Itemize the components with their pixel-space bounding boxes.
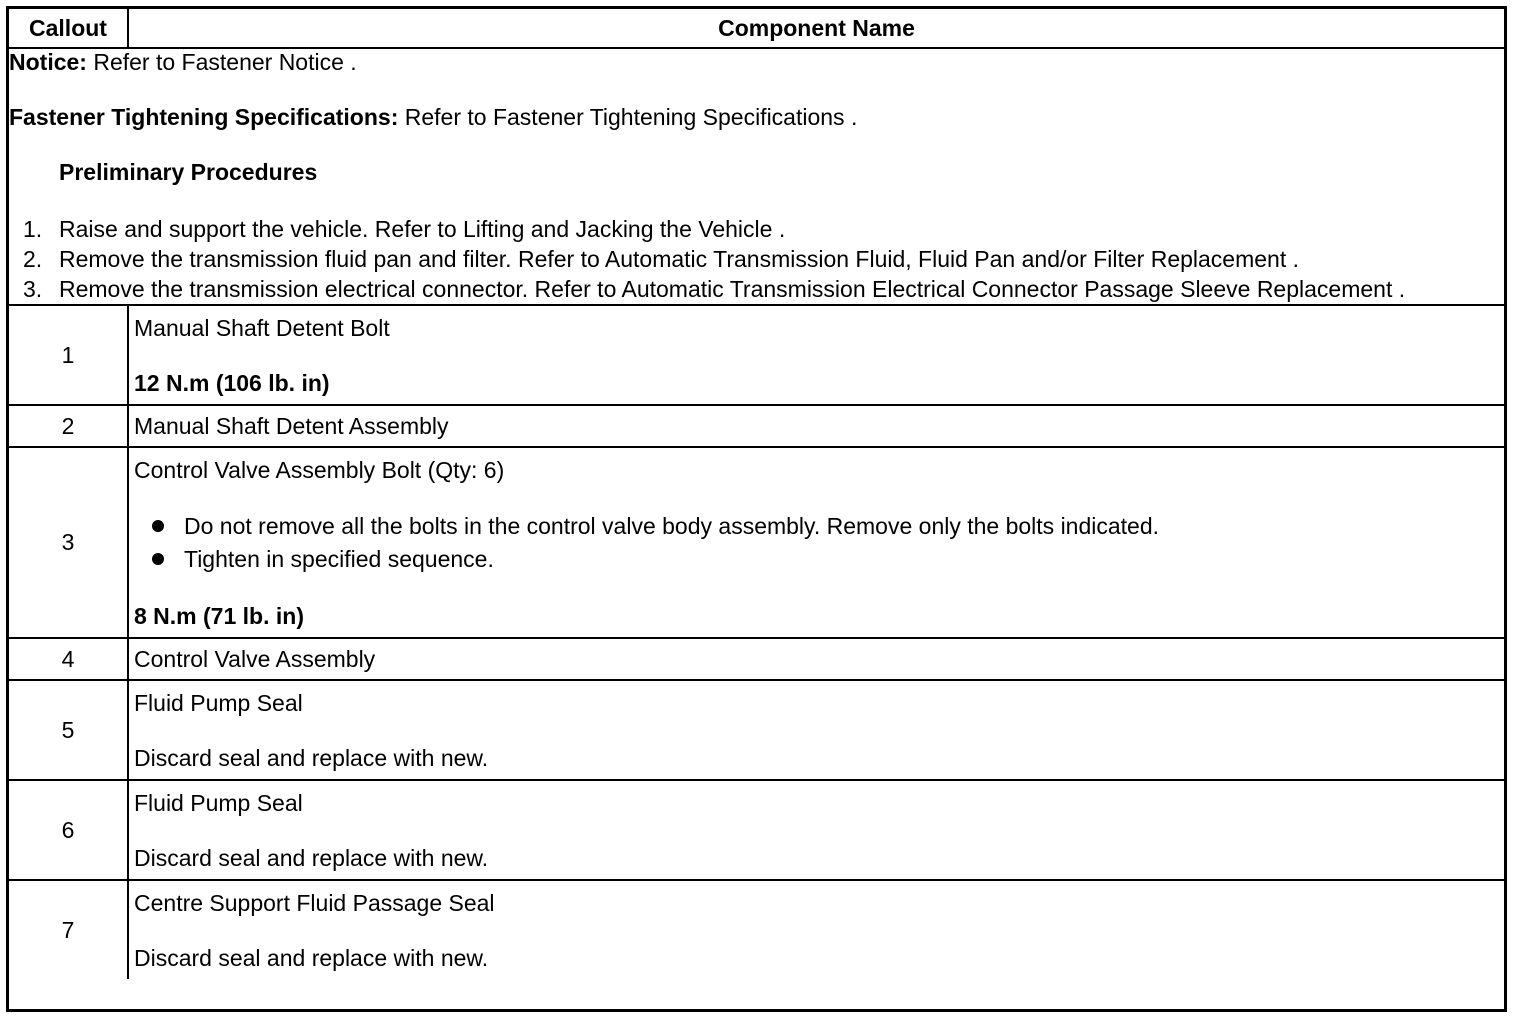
step-number: 2.: [23, 246, 43, 272]
component-name: Control Valve Assembly: [134, 646, 376, 672]
component-name: Fluid Pump Seal: [134, 790, 303, 816]
component-cell: [128, 880, 1504, 979]
bullet-list: [134, 510, 1500, 576]
component-name: Manual Shaft Detent Assembly: [134, 413, 449, 439]
table-row: [9, 447, 1504, 638]
callout-cell: 7: [9, 880, 128, 979]
preliminary-title: Preliminary Procedures: [59, 159, 318, 185]
callout-header: Callout: [9, 9, 128, 48]
component-name-header: Component Name: [128, 9, 1504, 48]
step-number: 1.: [23, 216, 43, 242]
component-table-frame: [6, 6, 1507, 1012]
torque-spec: 8 N.m (71 lb. in): [134, 603, 304, 629]
step-text: Remove the transmission electrical connector. Refer to Automatic Transmission Electrical Connector Passage Sleeve Replacement .: [59, 276, 1406, 302]
callout-cell: 4: [9, 638, 128, 680]
component-cell: [128, 405, 1504, 447]
component-cell: [128, 638, 1504, 680]
component-note: Discard seal and replace with new.: [134, 945, 489, 971]
component-note: Discard seal and replace with new.: [134, 745, 489, 771]
bullet-item: [134, 510, 1500, 543]
torque-spec: 12 N.m (106 lb. in): [134, 370, 330, 396]
component-name: Centre Support Fluid Passage Seal: [134, 890, 495, 916]
step-item: [9, 244, 1504, 274]
callout-cell: 3: [9, 447, 128, 638]
component-name: Manual Shaft Detent Bolt: [134, 315, 390, 341]
notes-row: [9, 48, 1504, 305]
spec-paragraph: [9, 104, 1504, 131]
preliminary-steps: [9, 214, 1504, 304]
table-row: [9, 305, 1504, 405]
component-cell: [128, 680, 1504, 780]
bullet-text: Tighten in specified sequence.: [184, 546, 494, 572]
component-cell: [128, 780, 1504, 880]
callout-cell: 2: [9, 405, 128, 447]
spec-text: Refer to Fastener Tightening Specifications .: [398, 104, 858, 130]
step-text: Raise and support the vehicle. Refer to Lifting and Jacking the Vehicle .: [59, 216, 786, 242]
table-row: [9, 680, 1504, 780]
step-item: [9, 274, 1504, 304]
step-item: [9, 214, 1504, 244]
component-cell: [128, 447, 1504, 638]
table-row: [9, 638, 1504, 680]
table-row: [9, 780, 1504, 880]
component-name: Control Valve Assembly Bolt (Qty: 6): [134, 457, 505, 483]
spec-label: Fastener Tightening Specifications:: [9, 104, 399, 130]
component-name: Fluid Pump Seal: [134, 690, 303, 716]
bullet-icon: [152, 553, 164, 565]
callout-cell: 1: [9, 305, 128, 405]
bullet-item: [134, 543, 1500, 576]
notice-paragraph: [9, 49, 1504, 76]
step-number: 3.: [23, 276, 43, 302]
callout-cell: 6: [9, 780, 128, 880]
step-text: Remove the transmission fluid pan and filter. Refer to Automatic Transmission Fluid, Fluid Pan and/or Filter Replacement .: [59, 246, 1300, 272]
component-table: [9, 9, 1504, 979]
notes-cell: [9, 48, 1504, 305]
component-note: Discard seal and replace with new.: [134, 845, 489, 871]
component-cell: [128, 305, 1504, 405]
table-row: [9, 880, 1504, 979]
bullet-text: Do not remove all the bolts in the control valve body assembly. Remove only the bolts indicated.: [184, 513, 1160, 539]
notice-label: Notice:: [9, 49, 87, 75]
bullet-icon: [152, 520, 164, 532]
table-row: [9, 405, 1504, 447]
callout-cell: 5: [9, 680, 128, 780]
notice-text: Refer to Fastener Notice .: [86, 49, 357, 75]
table-header-row: [9, 9, 1504, 48]
